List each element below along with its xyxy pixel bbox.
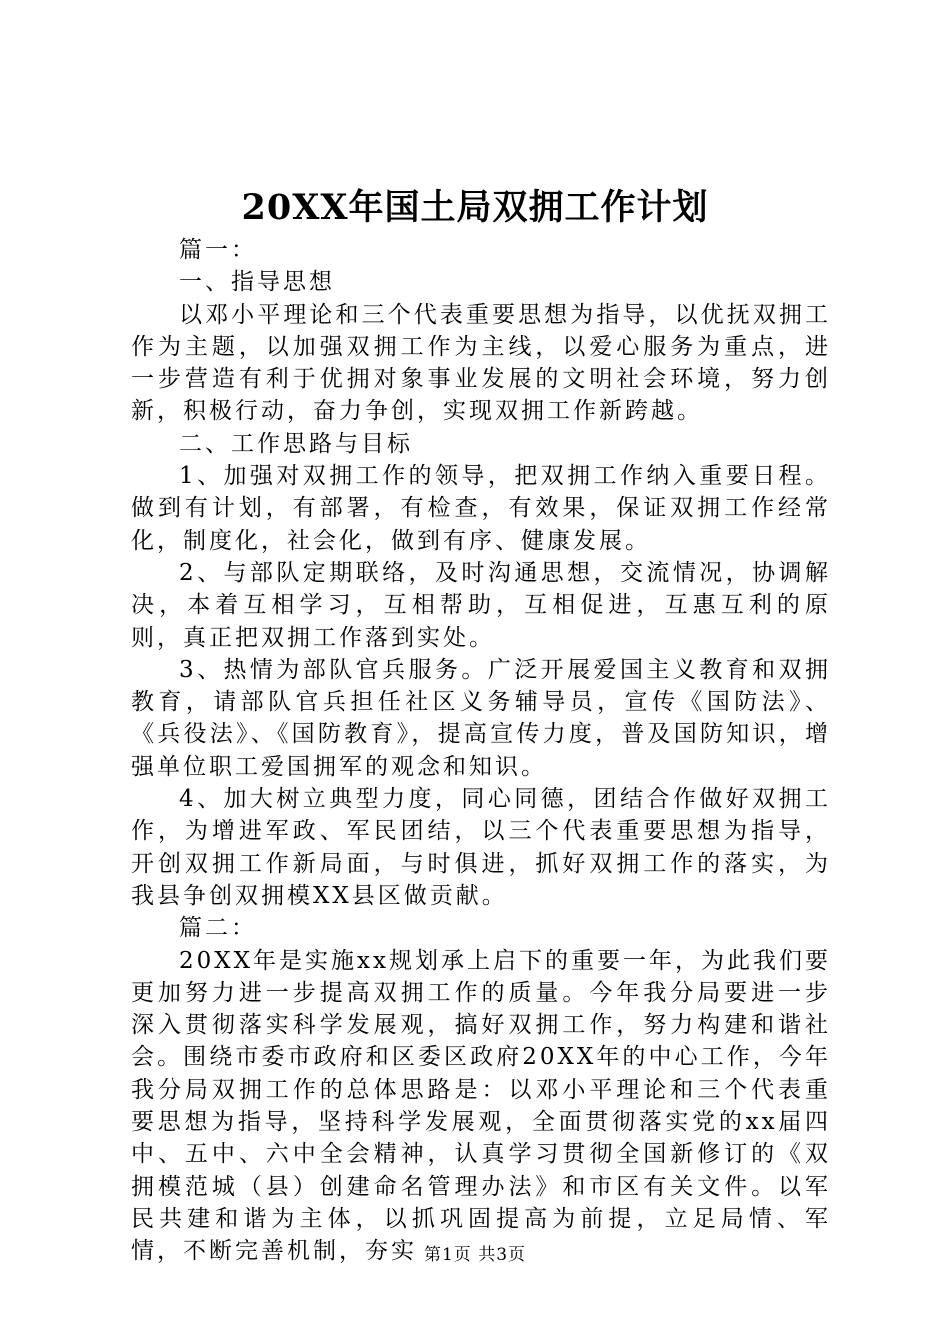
paragraph-item-1: 1、加强对双拥工作的领导，把双拥工作纳入重要日程。做到有计划，有部署，有检查，有效果，保证双拥工作经常化，制度化，社会化，做到有序、健康发展。: [131, 463, 831, 554]
paragraph-item-2: 2、与部队定期联络，及时沟通思想，交流情况，协调解决，本着互相学习，互相帮助，互相促进，互惠互利的原则，真正把双拥工作落到实处。: [131, 559, 831, 651]
paragraph-item-3: 3、热情为部队官兵服务。广泛开展爱国主义教育和双拥教育，请部队官兵担任社区义务辅导员，宣传《国防法》、《兵役法》、《国防教育》，提高宣传力度，普及国防知识，增强单位职工爱国拥军的观念和知识。: [131, 656, 831, 780]
paragraph-part-two: 20XX年是实施xx规划承上启下的重要一年，为此我们要更加努力进一步提高双拥工作的质量。今年我分局要进一步深入贯彻落实科学发展观，搞好双拥工作，努力构建和谐社会。围绕市委市政府和区委区政府20XX年的中心工作，今年我分局双拥工作的总体思路是：以邓小平理论和三个代表重要思想为指导，坚持科学发展观，全面贯彻落实党的xx届四中、五中、六中全会精神，认真学习贯彻全国新修订的《双拥模范城（县）创建命名管理办法》和市区有关文件。以军民共建和谐为主体，以抓巩固提高为前提，立足局情、军情，不断完善机制，夯实: [131, 947, 831, 1265]
section-heading-part-one: 篇一：: [179, 237, 257, 263]
section-heading-part-two: 篇二：: [179, 915, 257, 942]
paragraph-guiding-ideology: 以邓小平理论和三个代表重要思想为指导，以优抚双拥工作为主题，以加强双拥工作为主线，以爱心服务为重点，进一步营造有利于优拥对象事业发展的文明社会环境，努力创新，积极行动，奋力争创，实现双拥工作新跨越。: [131, 301, 831, 425]
page-number-footer: 第1页 共3页: [423, 1245, 527, 1265]
document-body: [131, 234, 831, 1268]
paragraph-item-4: 4、加大树立典型力度，同心同德，团结合作做好双拥工作，为增进军政、军民团结，以三个代表重要思想为指导，开创双拥工作新局面，与时俱进，抓好双拥工作的落实，为我县争创双拥模XX县区做贡献。: [131, 786, 831, 909]
document-title: 20XX年国土局双拥工作计划: [241, 187, 709, 228]
section-heading-guiding-ideology: 一、指导思想: [179, 269, 335, 296]
section-heading-work-goals: 二、工作思路与目标: [179, 430, 413, 457]
